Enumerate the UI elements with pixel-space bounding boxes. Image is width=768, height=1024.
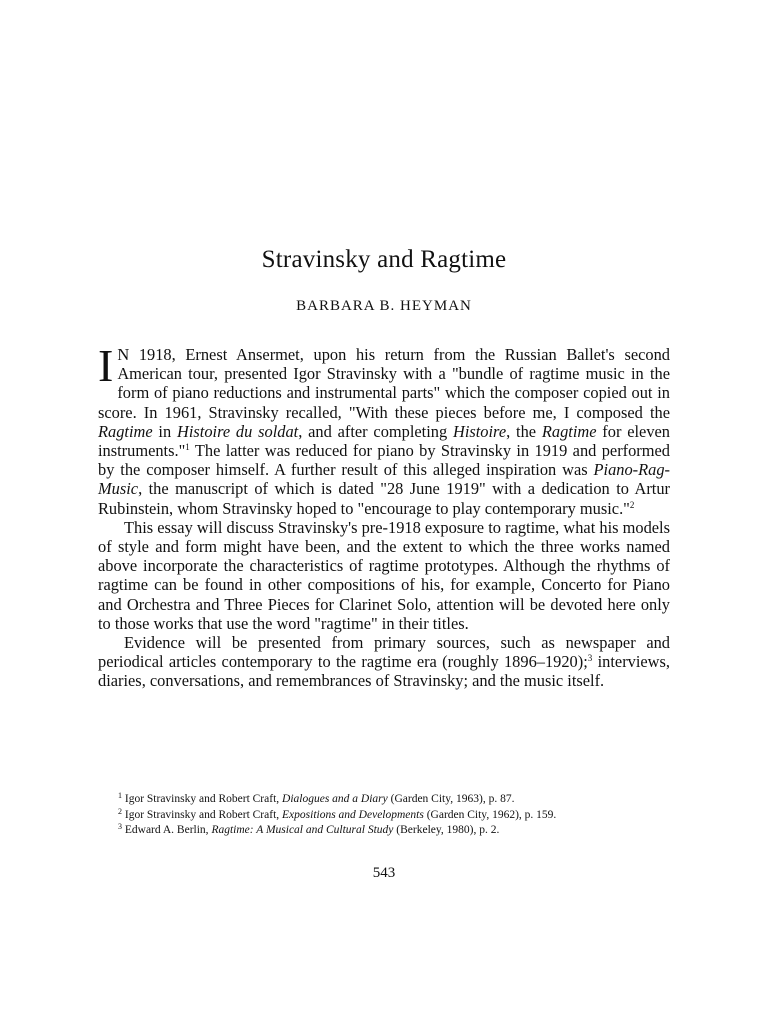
p1-text-2: in xyxy=(152,421,177,441)
p1-text-6: The latter was reduced for piano by Stravinsky in 1919 and performed by the composer himself. A further result of this alleged inspiration was xyxy=(98,441,670,480)
p3-text-1: Evidence will be presented from primary sources, such as newspaper and periodical articles contemporary to the ragtime era (roughly 1896–1920); xyxy=(98,633,670,672)
paragraph-2: This essay will discuss Stravinsky's pre-1918 exposure to ragtime, what his models of style and form might have been, and the extent to which the three works named above incorporate the characteristics of ragtime prototypes. Although the rhythms of ragtime can be found in other compositions of his, for example, Concerto for Piano and Orchestra and Three Pieces for Clarinet Solo, attention will be devoted here only to those works that use the word "ragtime" in their titles. xyxy=(98,517,670,633)
p3-text-2: interviews, diaries, conversations, and remembrances of Stravinsky; and the music itself. xyxy=(98,652,670,691)
footnote-number: 2 xyxy=(118,806,122,816)
footnote-number: 3 xyxy=(118,822,122,831)
footnote-ref-3: 3 xyxy=(587,653,593,664)
footnote-title: Dialogues and a Diary xyxy=(282,793,388,805)
footnote-number: 1 xyxy=(118,791,122,800)
article-body xyxy=(98,340,670,691)
footnote-rest: (Garden City, 1962), p. 159. xyxy=(423,808,557,821)
p1-text-5: for eleven instruments." xyxy=(98,421,670,461)
footnote-rest: (Garden City, 1963), p. 87. xyxy=(387,793,515,805)
footnote-title: Expositions and Developments xyxy=(282,808,424,821)
page-number: 543 xyxy=(372,865,396,881)
paragraph-1 xyxy=(98,340,670,518)
p1-italic-4: Ragtime xyxy=(541,421,597,441)
footnote-text: Igor Stravinsky and Robert Craft, xyxy=(122,793,283,805)
article-author: BARBARA B. HEYMAN xyxy=(296,298,472,314)
p1-italic-1: Ragtime xyxy=(98,421,153,441)
footnotes xyxy=(98,792,670,839)
footnote-ref-1: 1 xyxy=(185,442,190,453)
footnote xyxy=(98,792,670,808)
p1-text-7: , the manuscript of which is dated "28 June 1919" with a dedication to Artur Rubinstein, whom Stravinsky hoped to "encourage to play contemporary music." xyxy=(98,479,670,518)
paragraph-3 xyxy=(98,633,670,691)
article-title: Stravinsky and Ragtime xyxy=(261,246,507,273)
p1-text-1: N 1918, Ernest Ansermet, upon his return from the Russian Ballet's second American tour, presented Igor Stravinsky with a "bundle of ragtime music in the form of piano reductions and instrumental parts" which the composer copied out in score. In 1961, Stravinsky recalled, "With these pieces before me, I composed the xyxy=(98,345,670,422)
footnote-ref-2: 2 xyxy=(629,499,635,510)
p1-text-3: , and after completing xyxy=(298,421,453,441)
footnote-text: Igor Stravinsky and Robert Craft, xyxy=(122,808,283,821)
p1-italic-2: Histoire du soldat xyxy=(177,421,299,441)
p1-italic-3: Histoire xyxy=(452,421,507,441)
p1-text-4: , the xyxy=(506,421,542,441)
footnote-text: Edward A. Berlin, xyxy=(122,824,212,836)
footnote xyxy=(98,823,670,839)
footnote-title: Ragtime: A Musical and Cultural Study xyxy=(211,824,394,836)
footnote-rest: (Berkeley, 1980), p. 2. xyxy=(393,824,500,836)
p1-italic-5: Piano-Rag-Music xyxy=(98,460,670,499)
footnote xyxy=(98,808,670,824)
drop-cap: I xyxy=(98,340,114,391)
